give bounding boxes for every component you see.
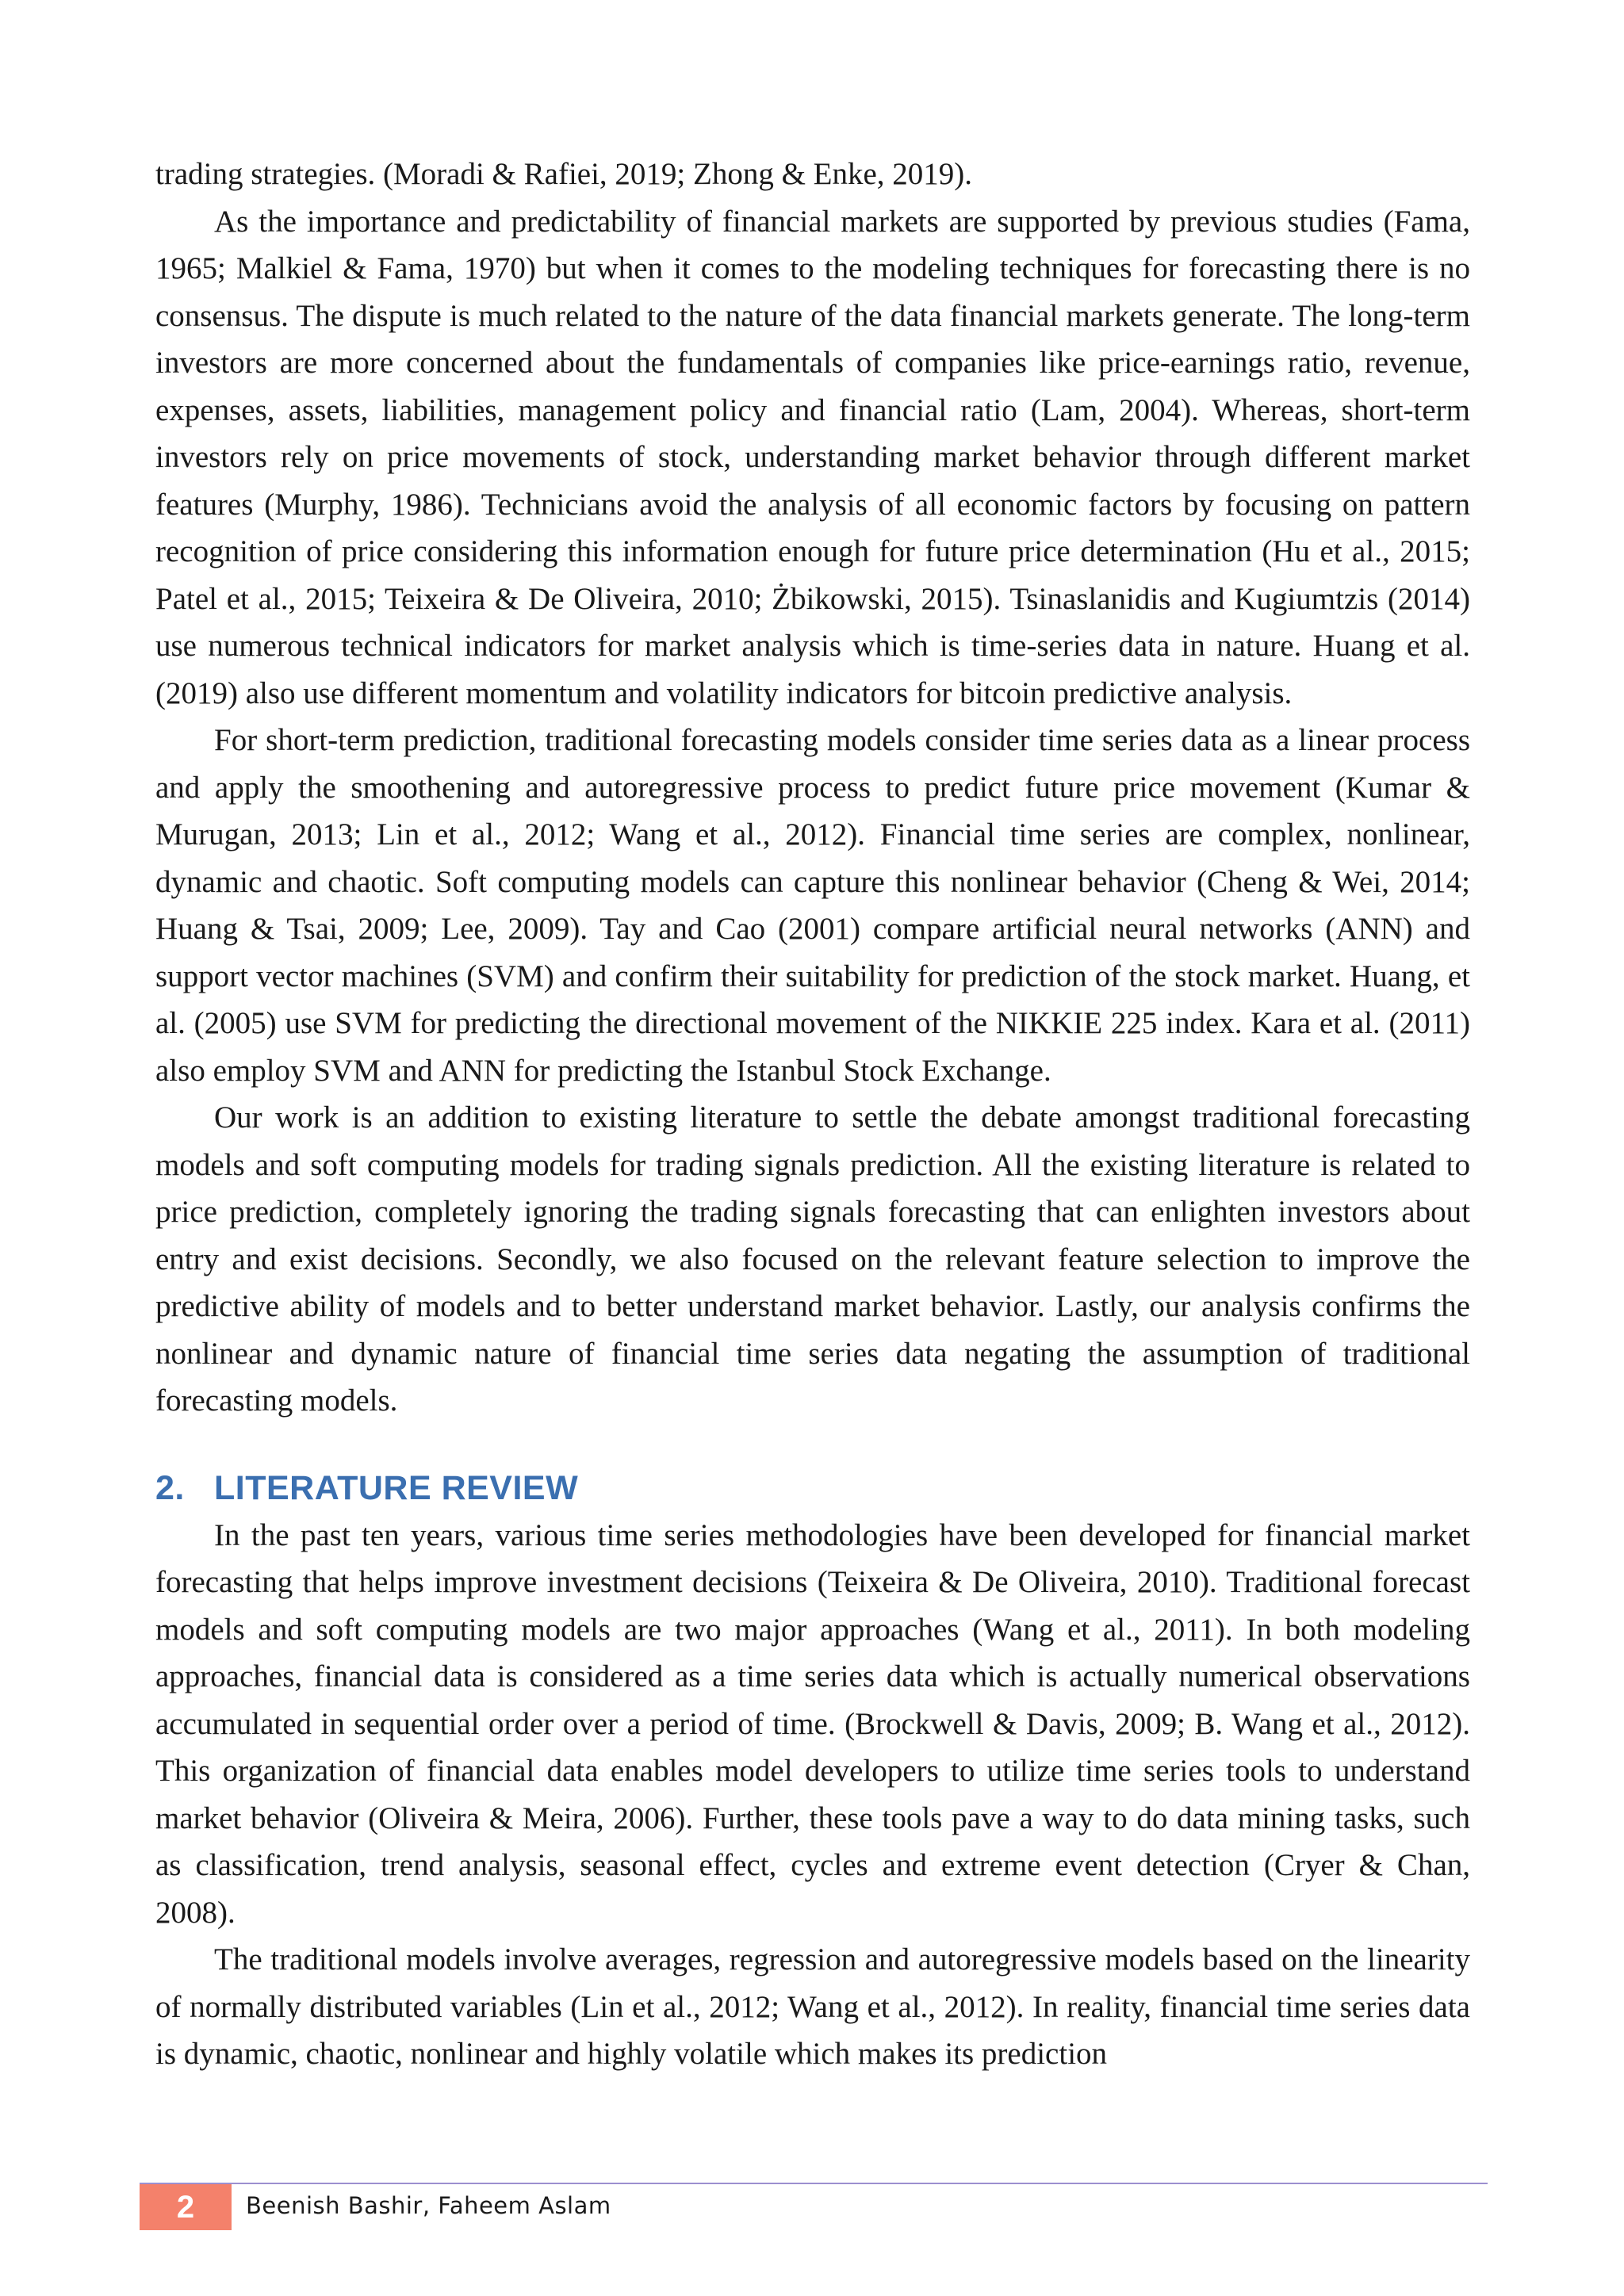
paragraph-traditional-models: The traditional models involve averages, regression and autoregressive models based on the linearity of normally distributed variables (Lin et al., 2012; Wang et al., 2012). In reality, financial time series data is dynamic, chaotic, nonlinear and highly volatile which makes its prediction: [155, 1942, 1470, 2071]
footer-authors: Beenish Bashir, Faheem Aslam: [246, 2192, 611, 2219]
paragraph-contribution: Our work is an addition to existing literature to settle the debate amongst traditional forecasting models and soft computing models for trading signals prediction. All the existing literature is related to price prediction, completely ignoring the trading signals forecasting that can enlighten investors about entry and exist decisions. Secondly, we also focused on the relevant feature selection to improve the predictive ability of models and to better understand market behavior. Lastly, our analysis confirms the nonlinear and dynamic nature of financial time series data negating the assumption of traditional forecasting models.: [155, 1100, 1470, 1418]
paragraph-continuation: trading strategies. (Moradi & Rafiei, 2019; Zhong & Enke, 2019).: [155, 157, 973, 191]
page-content: [155, 151, 1470, 2078]
section-number: 2.: [155, 1468, 185, 1507]
page-number: 2: [140, 2184, 232, 2230]
paragraph-literature-intro: In the past ten years, various time series methodologies have been developed for financial market forecasting that helps improve investment decisions (Teixeira & De Oliveira, 2010). Traditional forecast models and soft computing models are two major approaches (Wang et al., 2011). In both modeling approaches, financial data is considered as a time series data which is actually numerical observations accumulated in sequential order over a period of time. (Brockwell & Davis, 2009; B. Wang et al., 2012). This organization of financial data enables model developers to utilize time series tools to understand market behavior (Oliveira & Meira, 2006). Further, these tools pave a way to do data mining tasks, such as classification, trend analysis, seasonal effect, cycles and extreme event detection (Cryer & Chan, 2008).: [155, 1517, 1470, 1930]
paragraph-short-term-prediction: For short-term prediction, traditional forecasting models consider time series data as a linear process and apply the smoothening and autoregressive process to predict future price movement (Kumar & Murugan, 2013; Lin et al., 2012; Wang et al., 2012). Financial time series are complex, nonlinear, dynamic and chaotic. Soft computing models can capture this nonlinear behavior (Cheng & Wei, 2014; Huang & Tsai, 2009; Lee, 2009). Tay and Cao (2001) compare artificial neural networks (ANN) and support vector machines (SVM) and confirm their suitability for prediction of the stock market. Huang, et al. (2005) use SVM for predicting the directional movement of the NIKKIE 225 index. Kara et al. (2011) also employ SVM and ANN for predicting the Istanbul Stock Exchange.: [155, 723, 1470, 1088]
paragraph-predictability: As the importance and predictability of financial markets are supported by previous studies (Fama, 1965; Malkiel & Fama, 1970) but when it comes to the modeling techniques for forecasting there is no consensus. The dispute is much related to the nature of the data financial markets generate. The long-term investors are more concerned about the fundamentals of companies like price-earnings ratio, revenue, expenses, assets, liabilities, management policy and financial ratio (Lam, 2004). Whereas, short-term investors rely on price movements of stock, understanding market behavior through different market features (Murphy, 1986). Technicians avoid the analysis of all economic factors by focusing on pattern recognition of price considering this information enough for future price determination (Hu et al., 2015; Patel et al., 2015; Teixeira & De Oliveira, 2010; Żbikowski, 2015). Tsinaslanidis and Kugiumtzis (2014) use numerous technical indicators for market analysis which is time-series data in nature. Huang et al. (2019) also use different momentum and volatility indicators for bitcoin predictive analysis.: [155, 204, 1470, 710]
section-title: LITERATURE REVIEW: [214, 1468, 579, 1507]
section-heading-literature-review: [155, 1464, 1470, 1512]
footer-divider: [140, 2183, 1488, 2184]
